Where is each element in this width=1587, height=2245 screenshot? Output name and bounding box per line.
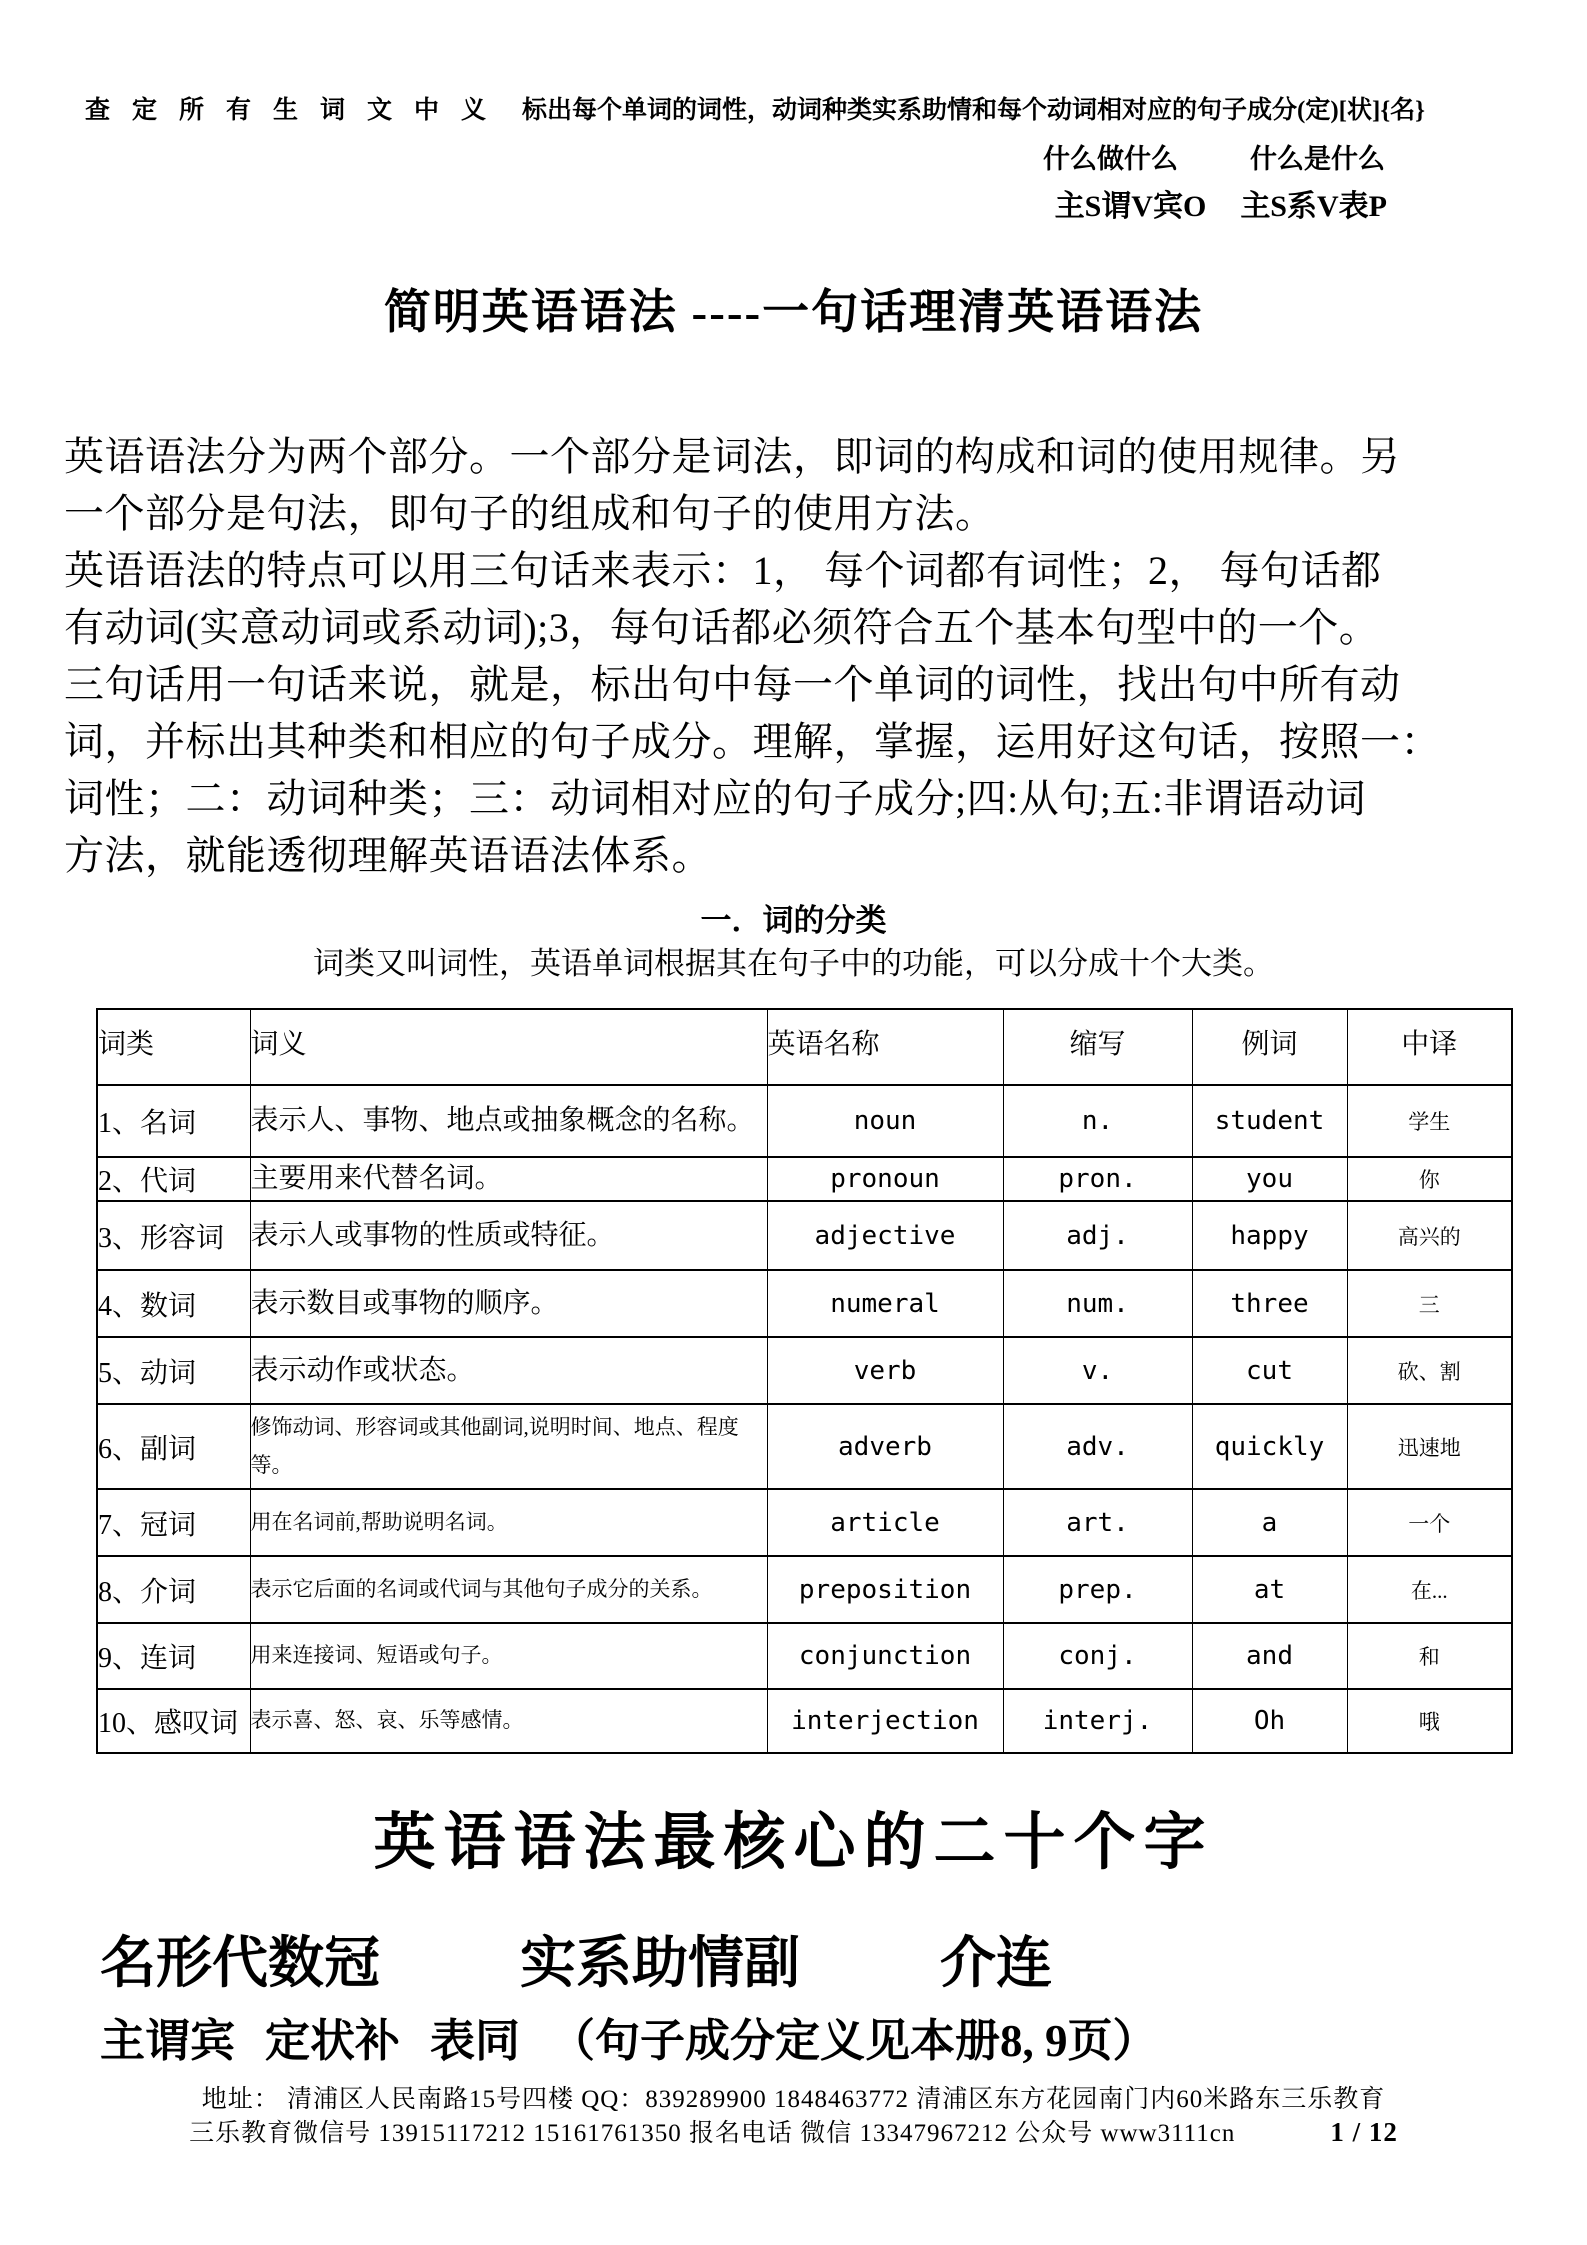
footer-contact-text: 三乐教育微信号 13915117212 15161761350 报名电话 微信 13347967212 公众号 www3111cn — [189, 2120, 1236, 2147]
cell-example: happy — [1192, 1201, 1347, 1270]
page-number: 1 / 12 — [1330, 2117, 1398, 2147]
core-group-verbs: 实系助情副 — [520, 1933, 800, 1995]
cell-chinese: 迅速地 — [1347, 1404, 1512, 1489]
paragraph-line: 三句话用一句话来说，就是，标出句中每一个单词的词性，找出句中所有动 — [64, 662, 1401, 707]
table-row — [97, 1085, 1512, 1157]
cell-meaning: 表示它后面的名词或代词与其他句子成分的关系。 — [250, 1556, 767, 1623]
cell-english: interjection — [767, 1689, 1003, 1753]
page-footer — [0, 2084, 1587, 2150]
paragraph-line: 词，并标出其种类和相应的句子成分。理解，掌握，运用好这句话，按照一： — [64, 719, 1441, 764]
cell-chinese: 学生 — [1347, 1085, 1512, 1157]
col-header-abbr: 缩写 — [1003, 1009, 1192, 1085]
cell-example: three — [1192, 1270, 1347, 1337]
cell-chinese: 在... — [1347, 1556, 1512, 1623]
annotation-rest: 标出每个单词的词性，动词种类实系助情和每个动词相对应的句子成分(定)[状]{名} — [522, 97, 1426, 124]
core-group-predicative: 表同 — [430, 2016, 521, 2066]
cell-english: verb — [767, 1337, 1003, 1404]
cell-meaning: 用在名词前,帮助说明名词。 — [250, 1489, 767, 1556]
core-group-nouns: 名形代数冠 — [100, 1933, 380, 1995]
table-row — [97, 1157, 1512, 1201]
cell-chinese: 高兴的 — [1347, 1201, 1512, 1270]
core-group-prep-conj: 介连 — [940, 1933, 1052, 1995]
cell-category: 7、冠词 — [97, 1489, 250, 1556]
section-subtitle: 词类又叫词性，英语单词根据其在句子中的功能，可以分成十个大类。 — [313, 946, 1274, 981]
cell-abbr: v. — [1003, 1337, 1192, 1404]
core-sentence-elements-line — [100, 2012, 1587, 2070]
cell-category: 1、名词 — [97, 1085, 250, 1157]
cell-example: cut — [1192, 1337, 1347, 1404]
cell-chinese: 哦 — [1347, 1689, 1512, 1753]
cell-example: student — [1192, 1085, 1347, 1157]
cell-english: preposition — [767, 1556, 1003, 1623]
cell-english: adverb — [767, 1404, 1003, 1489]
cell-category: 4、数词 — [97, 1270, 250, 1337]
cell-example: Oh — [1192, 1689, 1347, 1753]
paragraph-line: 词性；二：动词种类；三：动词相对应的句子成分;四:从句;五:非谓语动词 — [64, 776, 1366, 821]
cell-chinese: 三 — [1347, 1270, 1512, 1337]
table-row — [97, 1623, 1512, 1689]
table-row — [97, 1689, 1512, 1753]
cell-english: conjunction — [767, 1623, 1003, 1689]
cell-english: noun — [767, 1085, 1003, 1157]
cell-abbr: pron. — [1003, 1157, 1192, 1201]
cell-english: adjective — [767, 1201, 1003, 1270]
cell-english: numeral — [767, 1270, 1003, 1337]
table-row — [97, 1556, 1512, 1623]
cell-abbr: conj. — [1003, 1623, 1192, 1689]
cell-category: 10、感叹词 — [97, 1689, 250, 1753]
cell-chinese: 和 — [1347, 1623, 1512, 1689]
top-annotation-line3 — [0, 188, 1587, 226]
paragraph-line: 英语语法的特点可以用三句话来表示：1， 每个词都有词性；2， 每句话都 — [64, 548, 1382, 593]
table-row — [97, 1404, 1512, 1489]
cell-example: and — [1192, 1623, 1347, 1689]
cell-category: 3、形容词 — [97, 1201, 250, 1270]
cell-meaning: 用来连接词、短语或句子。 — [250, 1623, 767, 1689]
table-header-row — [97, 1009, 1512, 1085]
footer-contact-line — [0, 2116, 1587, 2150]
annotation-what-is: 什么是什么 — [1250, 144, 1385, 174]
core-twenty-chars-heading: 英语语法最核心的二十个字 — [373, 1809, 1214, 1877]
cell-abbr: n. — [1003, 1085, 1192, 1157]
cell-abbr: adv. — [1003, 1404, 1192, 1489]
paragraph-line: 方法，就能透彻理解英语语法体系。 — [64, 833, 712, 878]
cell-category: 2、代词 — [97, 1157, 250, 1201]
paragraph-line: 一个部分是句法，即句子的组成和句子的使用方法。 — [64, 491, 996, 536]
cell-meaning: 表示人、事物、地点或抽象概念的名称。 — [250, 1085, 767, 1157]
parts-of-speech-table — [96, 1008, 1513, 1754]
top-annotation-line2 — [0, 142, 1587, 176]
col-header-example: 例词 — [1192, 1009, 1347, 1085]
cell-example: quickly — [1192, 1404, 1347, 1489]
table-row — [97, 1270, 1512, 1337]
col-header-category: 词类 — [97, 1009, 250, 1085]
cell-meaning: 主要用来代替名词。 — [250, 1157, 767, 1201]
cell-abbr: interj. — [1003, 1689, 1192, 1753]
paragraph-line: 英语语法分为两个部分。一个部分是词法，即词的构成和词的使用规律。另 — [64, 434, 1401, 479]
core-word-classes-line — [100, 1926, 1587, 2002]
cell-abbr: prep. — [1003, 1556, 1192, 1623]
cell-category: 8、介词 — [97, 1556, 250, 1623]
cell-meaning: 表示数目或事物的顺序。 — [250, 1270, 767, 1337]
cell-english: pronoun — [767, 1157, 1003, 1201]
cell-category: 5、动词 — [97, 1337, 250, 1404]
col-header-meaning: 词义 — [250, 1009, 767, 1085]
cell-example: a — [1192, 1489, 1347, 1556]
paragraph-line: 有动词(实意动词或系动词);3，每句话都必须符合五个基本句型中的一个。 — [64, 605, 1380, 650]
cell-example: at — [1192, 1556, 1347, 1623]
annotation-what-does: 什么做什么 — [1043, 144, 1178, 174]
cell-meaning: 修饰动词、形容词或其他副词,说明时间、地点、程度等。 — [250, 1404, 767, 1489]
page-title: 简明英语语法 ----一句话理清英语语法 — [383, 287, 1204, 339]
cell-meaning: 表示喜、怒、哀、乐等感情。 — [250, 1689, 767, 1753]
top-annotation-line1 — [85, 96, 1587, 126]
table-row — [97, 1489, 1512, 1556]
annotation-lead: 查定所有生词文中义 — [85, 97, 509, 124]
cell-english: article — [767, 1489, 1003, 1556]
cell-chinese: 你 — [1347, 1157, 1512, 1201]
col-header-english: 英语名称 — [767, 1009, 1003, 1085]
col-header-chinese: 中译 — [1347, 1009, 1512, 1085]
cell-chinese: 砍、割 — [1347, 1337, 1512, 1404]
footer-address-line: 地址： 清浦区人民南路15号四楼 QQ：839289900 1848463772 清浦区东方花园南门内60米路东三乐教育 — [201, 2086, 1386, 2113]
cell-meaning: 表示人或事物的性质或特征。 — [250, 1201, 767, 1270]
cell-abbr: adj. — [1003, 1201, 1192, 1270]
cell-category: 6、副词 — [97, 1404, 250, 1489]
table-row — [97, 1337, 1512, 1404]
table-row — [97, 1201, 1512, 1270]
core-group-reference-note: （句子成分定义见本册8, 9页） — [550, 2016, 1158, 2066]
cell-chinese: 一个 — [1347, 1489, 1512, 1556]
cell-category: 9、连词 — [97, 1623, 250, 1689]
cell-meaning: 表示动作或状态。 — [250, 1337, 767, 1404]
cell-abbr: num. — [1003, 1270, 1192, 1337]
section-heading: 一．词的分类 — [700, 903, 887, 938]
annotation-svp: 主S系V表P — [1240, 190, 1387, 223]
cell-example: you — [1192, 1157, 1347, 1201]
annotation-svo: 主S谓V宾O — [1054, 190, 1207, 223]
cell-abbr: art. — [1003, 1489, 1192, 1556]
core-group-svo: 主谓宾 — [100, 2016, 236, 2066]
intro-paragraphs — [64, 428, 1527, 884]
core-group-attributive: 定状补 — [265, 2016, 401, 2066]
